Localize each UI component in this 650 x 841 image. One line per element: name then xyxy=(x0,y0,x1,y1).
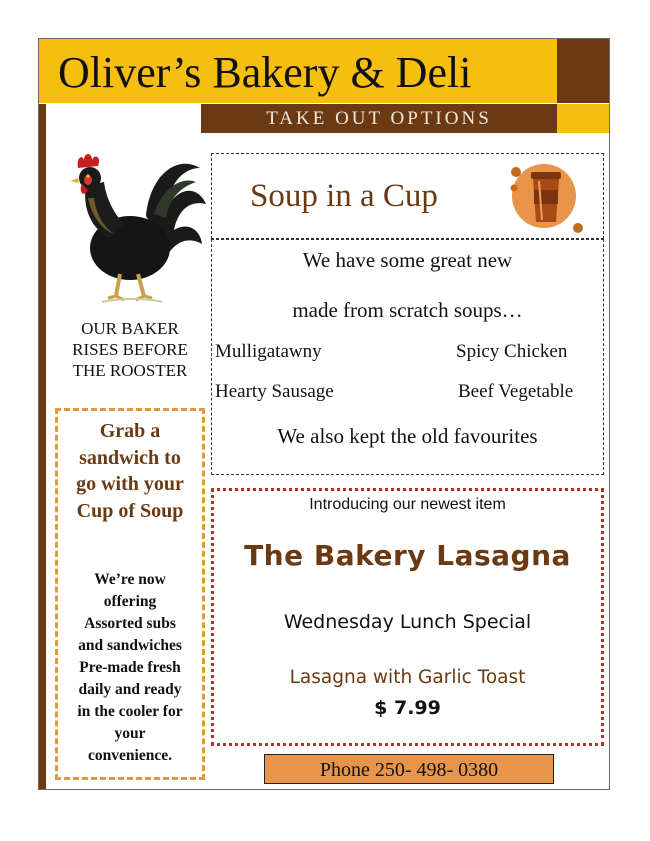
sandwich-promo-heading xyxy=(58,418,202,524)
page-title: Oliver’s Bakery & Deli xyxy=(58,48,472,97)
promo-heading-line: Grab a xyxy=(99,420,161,442)
baker-tagline-line: THE ROOSTER xyxy=(72,361,188,380)
phone-number: Phone 250- 498- 0380 xyxy=(319,759,499,781)
soup-item: Beef Vegetable xyxy=(458,381,574,402)
soup-item: Hearty Sausage xyxy=(215,381,334,402)
baker-tagline xyxy=(50,318,210,381)
lasagna-intro: Introducing our newest item xyxy=(309,496,506,513)
promo-body-line: offering xyxy=(103,593,157,610)
left-accent-bar xyxy=(39,104,46,789)
promo-heading-line: sandwich to xyxy=(79,446,181,469)
promo-body-line: convenience. xyxy=(88,747,172,764)
soups-intro-line: We have some great new xyxy=(302,248,513,272)
promo-body-line: Pre-made fresh xyxy=(79,659,181,676)
promo-heading-line: go with your xyxy=(76,473,184,495)
soup-item: Mulligatawny xyxy=(215,341,322,362)
lasagna-title: The Bakery Lasagna xyxy=(244,539,571,572)
promo-body-line: in the cooler for xyxy=(77,703,183,720)
promo-heading-line: Cup of Soup xyxy=(76,499,184,522)
corner-block-yellow xyxy=(557,104,609,133)
promo-body-line: your xyxy=(114,725,146,742)
soup-header-title: Soup in a Cup xyxy=(250,178,438,214)
lasagna-description: Lasagna with Garlic Toast xyxy=(289,667,526,688)
baker-tagline-line: OUR BAKER xyxy=(81,319,179,338)
lasagna-price: $ 7.99 xyxy=(374,697,441,719)
soups-favourites-line: We also kept the old favourites xyxy=(277,424,538,448)
soup-item: Spicy Chicken xyxy=(456,341,568,362)
baker-tagline-line: RISES BEFORE xyxy=(72,340,188,359)
coffee-cup-icon xyxy=(508,158,588,234)
promo-body-line: daily and ready xyxy=(78,681,182,698)
sandwich-promo-body xyxy=(58,569,202,767)
promo-body-line: We’re now xyxy=(94,571,166,588)
page-subtitle: TAKE OUT OPTIONS xyxy=(266,108,492,129)
lasagna-special: Wednesday Lunch Special xyxy=(283,611,532,633)
corner-block-brown xyxy=(557,39,609,103)
rooster-icon xyxy=(58,146,208,310)
promo-body-line: Assorted subs xyxy=(84,615,176,632)
soups-intro-line: made from scratch soups… xyxy=(292,298,523,322)
promo-body-line: and sandwiches xyxy=(78,637,182,654)
